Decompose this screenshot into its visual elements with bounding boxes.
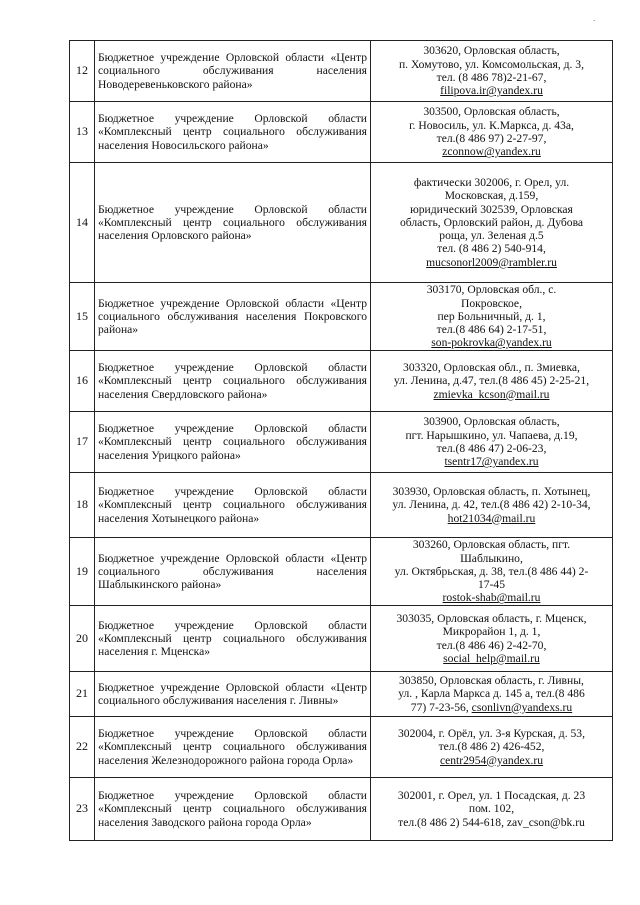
row-number: 21: [70, 672, 95, 717]
contact-address: [371, 473, 613, 538]
address-line: тел.(8 486 64) 2-17-51,: [436, 323, 547, 337]
address-line: тел.(8 486 47) 2-06-23,: [436, 442, 547, 455]
contact-address: [371, 163, 613, 283]
row-number: 14: [70, 163, 95, 283]
address-line: 17-45: [477, 578, 506, 592]
address-line: 302004, г. Орёл, ул. 3-я Курская, д. 53,: [398, 727, 585, 741]
address-line: г. Новосиль, ул. К.Маркса, д. 43а,: [409, 118, 574, 132]
organization-name: Бюджетное учреждение Орловской области «Комплексный центр социального обслуживания населения Заводского района города Орла»: [95, 778, 371, 841]
email-link[interactable]: social_help@mail.ru: [443, 651, 540, 665]
table-row: [70, 473, 613, 538]
organization-name: Бюджетное учреждение Орловской области «Центр социального обслуживания населения Покровского района»: [95, 283, 371, 351]
email-link[interactable]: tsentr17@yandex.ru: [444, 455, 539, 469]
row-number: 13: [70, 102, 95, 163]
contact-address: [371, 351, 613, 412]
email-link[interactable]: hot21034@mail.ru: [447, 511, 536, 525]
contact-address: [371, 672, 613, 717]
row-number: 16: [70, 351, 95, 412]
row-number: 15: [70, 283, 95, 351]
address-line: тел.(8 486 46) 2-42-70,: [436, 638, 547, 652]
table-row: [70, 538, 613, 606]
row-number: 23: [70, 778, 95, 841]
address-line: ул. Октябрьская, д. 38, тел.(8 486 44) 2-: [394, 564, 589, 578]
address-line: тел.(8 486 97) 2-27-97,: [436, 132, 547, 145]
address-line: ул. Ленина, д. 42, тел.(8 486 42) 2-10-34,: [392, 498, 591, 512]
address-line: тел.(8 486 2) 426-452,: [438, 740, 545, 754]
address-line: Покровское,: [461, 296, 522, 310]
address-line: область, Орловский район, д. Дубова: [399, 215, 584, 229]
address-line: пер Больничный, д. 1,: [437, 309, 546, 323]
address-line: 303170, Орловская обл., с.: [426, 283, 557, 297]
contact-address: [371, 41, 613, 102]
organization-name: Бюджетное учреждение Орловской области «Центр социального обслуживания населения Новодеревеньковского района»: [95, 41, 371, 102]
address-line: 303035, Орловская область, г. Мценск,: [396, 611, 587, 625]
organization-name: Бюджетное учреждение Орловской области «Комплексный центр социального обслуживания населения Хотынецкого района»: [95, 473, 371, 538]
email-link[interactable]: centr2954@yandex.ru: [439, 753, 544, 767]
organization-name: Бюджетное учреждение Орловской области «Комплексный центр социального обслуживания населения Свердловского района»: [95, 351, 371, 412]
email-link[interactable]: filipova.ir@yandex.ru: [440, 84, 543, 98]
address-line: 303900, Орловская область,: [423, 415, 560, 429]
table-row: [70, 163, 613, 283]
organization-name: Бюджетное учреждение Орловской области «Комплексный центр социального обслуживания населения Урицкого района»: [95, 412, 371, 473]
contact-address: [371, 606, 613, 672]
social-services-table: [69, 40, 613, 841]
email-link[interactable]: son-pokrovka@yandex.ru: [431, 336, 552, 350]
address-line: п. Хомутово, ул. Комсомольская, д. 3,: [398, 57, 585, 71]
row-number: 20: [70, 606, 95, 672]
address-line: 77) 7-23-56,: [410, 700, 469, 714]
organization-name: Бюджетное учреждение Орловской области «Комплексный центр социального обслуживания населения Железнодорожного района города Орла»: [95, 717, 371, 778]
address-line: пгт. Нарышкино, ул. Чапаева, д.19,: [405, 428, 578, 442]
address-line: ул. Ленина, д.47, тел.(8 486 45) 2-25-21,: [393, 374, 590, 388]
address-line: Шаблыкино,: [460, 551, 523, 565]
row-number: 19: [70, 538, 95, 606]
address-line: 303850, Орловская область, г. Ливны,: [399, 674, 584, 688]
address-line: тел.(8 486 2) 544-618,: [398, 815, 504, 829]
address-line: роща, ул. Зеленая д.5: [439, 229, 544, 243]
address-line: фактически 302006, г. Орел, ул.: [413, 175, 570, 189]
organization-name: Бюджетное учреждение Орловской области «Комплексный центр социального обслуживания населения Новосильского района»: [95, 102, 371, 163]
contact-address: [371, 717, 613, 778]
email-link[interactable]: csonlivn@yandexs.ru: [471, 700, 573, 714]
address-line: юридический 302539, Орловская: [410, 202, 573, 216]
organization-name: Бюджетное учреждение Орловской области «Комплексный центр социального обслуживания населения г. Мценска»: [95, 606, 371, 672]
address-line-with-email: [374, 701, 609, 714]
table-body: [70, 41, 613, 841]
table-row: [70, 606, 613, 672]
address-line: тел. (8 486 2) 540-914,: [437, 242, 546, 256]
organization-name: Бюджетное учреждение Орловской области «Комплексный центр социального обслуживания населения Орловского района»: [95, 163, 371, 283]
contact-address: [371, 778, 613, 841]
row-number: 18: [70, 473, 95, 538]
address-line: 303620, Орловская область,: [423, 44, 560, 58]
row-number: 17: [70, 412, 95, 473]
address-line: Микрорайон 1, д. 1,: [442, 625, 541, 639]
address-line: ул. , Карла Маркса д. 145 а, тел.(8 486: [398, 687, 585, 701]
address-line: 302001, г. Орел, ул. 1 Посадская, д. 23: [397, 789, 586, 803]
email-link[interactable]: zmievka_kcson@mail.ru: [433, 387, 550, 401]
table-row: [70, 672, 613, 717]
email-link[interactable]: zconnow@yandex.ru: [442, 145, 541, 159]
table-row: [70, 717, 613, 778]
email-link[interactable]: rostok-shab@mail.ru: [442, 591, 541, 605]
contact-address: [371, 102, 613, 163]
email-link[interactable]: zav_cson@bk.ru: [506, 815, 585, 829]
row-number: 22: [70, 717, 95, 778]
contact-address: [371, 283, 613, 351]
table-row: [70, 283, 613, 351]
address-line: Московская, д.159,: [444, 189, 539, 203]
row-number: 12: [70, 41, 95, 102]
table-row: [70, 351, 613, 412]
email-link[interactable]: mucsonorl2009@rambler.ru: [426, 255, 557, 269]
contact-address: [371, 538, 613, 606]
address-line-with-email: [374, 816, 609, 829]
address-line: 303930, Орловская область, п. Хотынец,: [392, 485, 591, 499]
corner-mark: .: [593, 13, 596, 23]
address-line: пом. 102,: [468, 802, 515, 816]
organization-name: Бюджетное учреждение Орловской области «Центр социального обслуживания населения г. Ливны»: [95, 672, 371, 717]
address-line: тел. (8 486 78)2-21-67,: [436, 71, 547, 84]
table-row: [70, 778, 613, 841]
address-line: 303320, Орловская обл., п. Змиевка,: [403, 361, 580, 375]
organization-name: Бюджетное учреждение Орловской области «Центр социального обслуживания населения Шаблыкинского района»: [95, 538, 371, 606]
contact-address: [371, 412, 613, 473]
table-row: [70, 102, 613, 163]
table-row: [70, 41, 613, 102]
address-line: 303260, Орловская область, пгт.: [412, 538, 571, 552]
table-row: [70, 412, 613, 473]
address-line: 303500, Орловская область,: [423, 105, 560, 119]
